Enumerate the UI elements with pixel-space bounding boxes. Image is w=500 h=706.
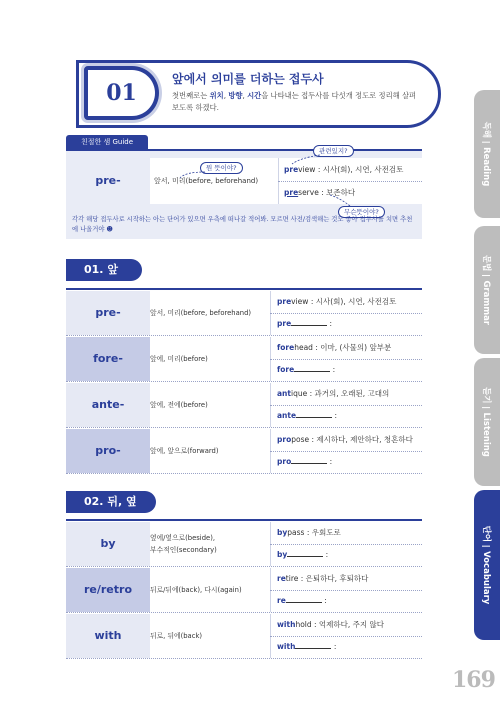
prefix-meaning: 옆에/옆으로(beside), 부수적인(secondary): [150, 522, 270, 566]
blank-line[interactable]: [287, 548, 323, 557]
row-separator: [66, 473, 422, 474]
example-blank[interactable]: fore :: [270, 359, 422, 381]
row-separator: [66, 381, 422, 382]
row-divider: [270, 405, 422, 406]
guide-meaning: 앞서, 미리(before, beforehand): [154, 177, 259, 185]
example-blank[interactable]: re :: [270, 590, 422, 612]
row-divider: [270, 636, 422, 637]
section-rule: [66, 288, 422, 290]
prefix-label: by: [66, 522, 150, 566]
blank-line[interactable]: [296, 409, 332, 418]
tab-grammar[interactable]: 문법Grammar: [474, 226, 500, 354]
prefix-label: ante-: [66, 383, 150, 427]
blank-line[interactable]: [295, 640, 331, 649]
guide-tab: 친절한 샘 Guide: [66, 135, 148, 149]
row-divider: [270, 451, 422, 452]
tab-reading[interactable]: 독해Reading: [474, 90, 500, 218]
prefix-label: re/retro: [66, 568, 150, 612]
guide-example-2: preserve : 보존하다: [284, 188, 356, 197]
row-divider: [270, 590, 422, 591]
section-heading-back-side: 02. 뒤, 옆: [66, 491, 156, 513]
prefix-label: fore-: [66, 337, 150, 381]
example-word: preview : 시사(회), 시연, 사전검토: [270, 291, 422, 313]
lesson-number: 01: [84, 66, 159, 120]
row-divider: [270, 359, 422, 360]
blank-line[interactable]: [291, 455, 327, 464]
section-heading-front: 01. 앞: [66, 259, 142, 281]
example-word: retire : 은퇴하다, 후퇴하다: [270, 568, 422, 590]
example-word: forehead : 이마, (사물의) 앞부분: [270, 337, 422, 359]
example-blank[interactable]: pro :: [270, 451, 422, 473]
example-word: withhold : 억제하다, 주지 않다: [270, 614, 422, 636]
callout-related: 관련있지?: [313, 145, 354, 157]
example-blank[interactable]: with :: [270, 636, 422, 658]
row-separator: [66, 566, 422, 567]
prefix-label: with: [66, 614, 150, 658]
callout-what: 무슨뜻이야?: [338, 206, 385, 218]
prefix-meaning: 앞에, 전에(before): [150, 383, 270, 427]
example-word: propose : 제시하다, 제안하다, 청혼하다: [270, 429, 422, 451]
prefix-meaning: 앞서, 미리(before, beforehand): [150, 291, 270, 335]
example-blank[interactable]: pre :: [270, 313, 422, 335]
prefix-meaning: 뒤로, 뒤에(back): [150, 614, 270, 658]
lesson-description: 첫번째로는 위치, 방향, 시간을 나타내는 접두사를 다섯개 정도로 정리해 살펴보도록 하겠다.: [172, 91, 417, 112]
row-separator: [66, 427, 422, 428]
example-word: antique : 과거의, 오래된, 고대의: [270, 383, 422, 405]
example-blank[interactable]: ante :: [270, 405, 422, 427]
guide-note: 각각 해당 접두사로 시작하는 아는 단어가 있으면 우측에 떠나갈 적어봐. 모르면 사전/검색해는 것도 좋아 접두사를 치면 추천에 나올거야 ☻: [72, 216, 413, 233]
prefix-label: pre-: [66, 291, 150, 335]
row-divider: [270, 313, 422, 314]
blank-line[interactable]: [286, 594, 322, 603]
example-word: bypass : 우회도로: [270, 522, 422, 544]
row-separator: [66, 658, 422, 659]
prefix-meaning: 앞에, 앞으로(forward): [150, 429, 270, 473]
row-separator: [66, 612, 422, 613]
guide-prefix: pre-: [95, 174, 121, 187]
guide-example-1: preview : 시사(회), 시연, 사전검토: [284, 165, 404, 174]
prefix-meaning: 앞에, 미리(before): [150, 337, 270, 381]
prefix-meaning: 뒤로/뒤에(back), 다시(again): [150, 568, 270, 612]
section-rule: [66, 519, 422, 521]
example-blank[interactable]: by :: [270, 544, 422, 566]
blank-line[interactable]: [294, 363, 330, 372]
callout-meaning: 뭔 뜻이야?: [200, 162, 243, 174]
blank-line[interactable]: [291, 317, 327, 326]
tab-listening[interactable]: 듣기Listening: [474, 358, 500, 486]
page-number: 169: [452, 667, 495, 693]
row-divider: [270, 544, 422, 545]
row-separator: [66, 335, 422, 336]
tab-vocabulary[interactable]: 단어Vocabulary: [474, 490, 500, 640]
prefix-label: pro-: [66, 429, 150, 473]
lesson-title: 앞에서 의미를 더하는 접두사: [172, 72, 324, 86]
